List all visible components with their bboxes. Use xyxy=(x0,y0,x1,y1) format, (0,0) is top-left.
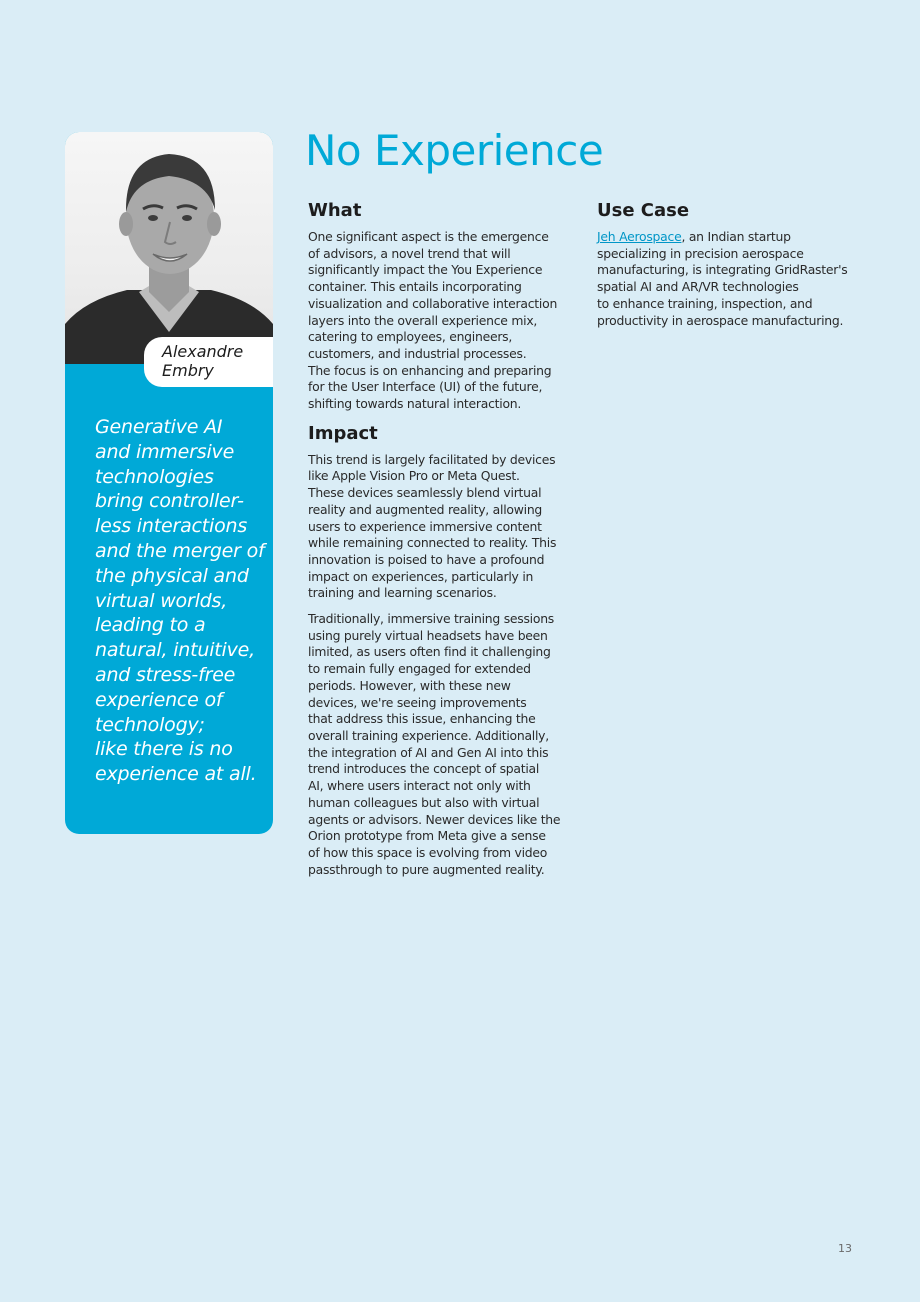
left-text-column xyxy=(308,199,566,878)
right-text-column xyxy=(597,199,855,329)
page-number: 13 xyxy=(838,1242,852,1255)
what-body: One significant aspect is the emergence of advisors, a novel trend that will significantly impact the You Experience container. This entails incorporating visualization and collaborative interaction layers into the overall experience mix, catering to employees, engineers, customers, and industrial processes. The focus is on enhancing and preparing for the User Interface (UI) of the future, shifting towards natural interaction. xyxy=(308,229,558,412)
pull-quote: Generative AI and immersive technologies bring controller- less interactions and the merger of the physical and virtual worlds, leading to a natural, intuitive, and stress-free experience of technology; like there is no experience at all. xyxy=(95,416,265,786)
what-heading: What xyxy=(308,200,362,221)
person-name: Alexandre Embry xyxy=(162,342,244,380)
page-title: No Experience xyxy=(305,126,604,175)
portrait-illustration xyxy=(65,132,273,364)
portrait-photo xyxy=(65,132,273,364)
impact-paragraph-2: Traditionally, immersive training sessions using purely virtual headsets have been limited, as users often find it challenging to remain fully engaged for extended periods. However, with these new devices, we're seeing improvements that address this issue, enhancing the overall training experience. Additionally, the integration of AI and Gen AI into this trend introduces the concept of spatial AI, where users interact not only with human colleagues but also with virtual agents or advisors. Newer devices like the Orion prototype from Meta give a sense of how this space is evolving from video passthrough to pure augmented reality. xyxy=(308,611,561,877)
profile-card xyxy=(65,132,273,834)
impact-heading: Impact xyxy=(308,422,378,444)
use-case-body xyxy=(597,229,862,329)
use-case-text: , an Indian startup specializing in precision aerospace manufacturing, is integrating GridRaster's spatial AI and AR/VR technologies to enhance training, inspection, and productivity in aerospace manufacturing. xyxy=(597,229,848,328)
name-tag xyxy=(144,337,273,387)
use-case-heading: Use Case xyxy=(597,200,690,221)
jeh-aerospace-link[interactable]: Jeh Aerospace xyxy=(597,229,682,244)
impact-paragraph-1: This trend is largely facilitated by devices like Apple Vision Pro or Meta Quest. These devices seamlessly blend virtual reality and augmented reality, allowing users to experience immersive content while remaining connected to reality. This innovation is poised to have a profound impact on experiences, particularly in training and learning scenarios. xyxy=(308,451,557,601)
